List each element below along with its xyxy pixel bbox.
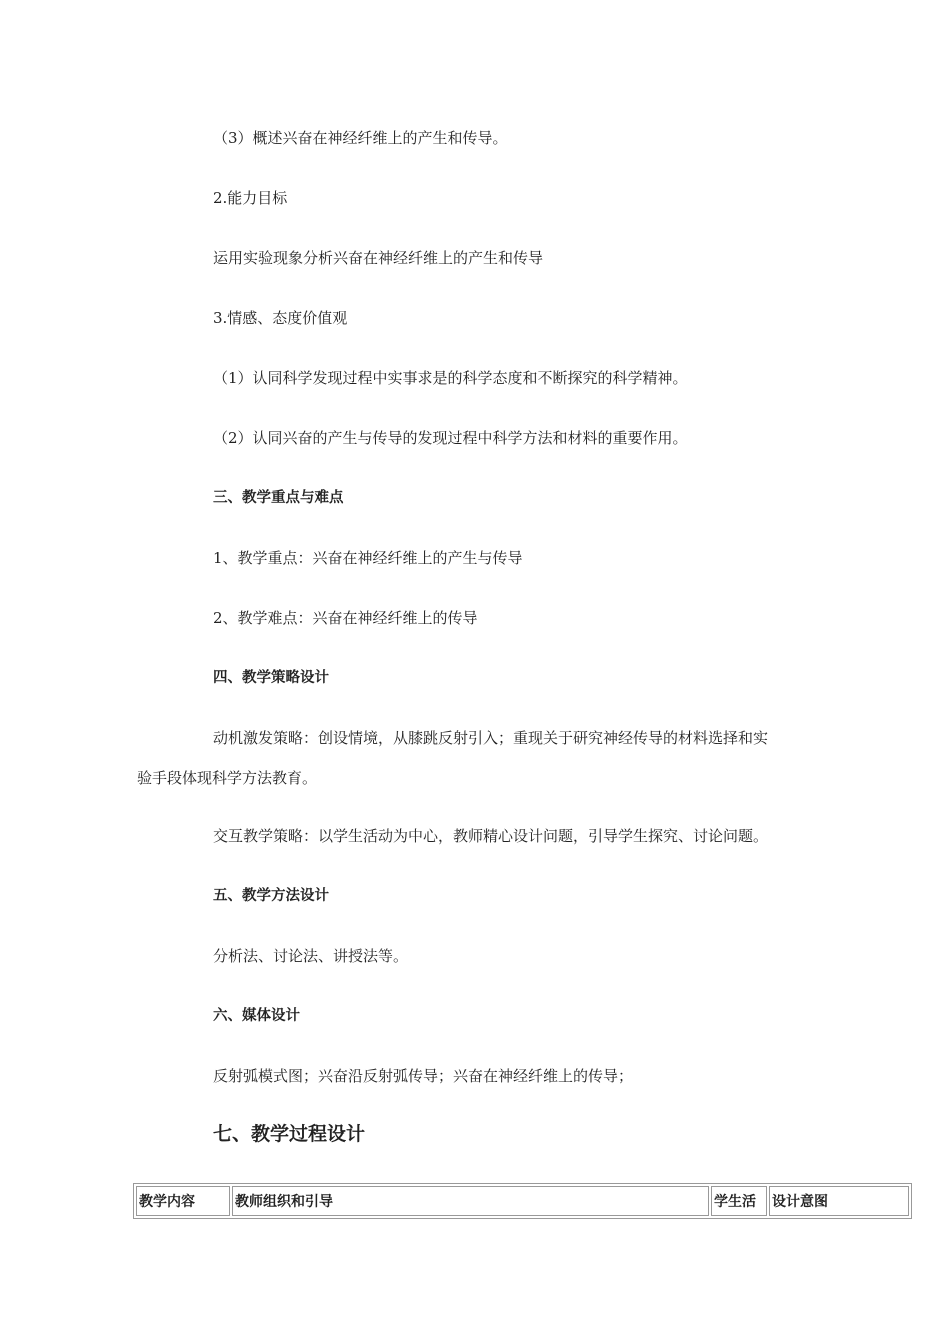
motivation-strategy-line2: 验手段体现科学方法教育。: [137, 769, 318, 787]
difficulty-text: 2、教学难点：兴奋在神经纤维上的传导: [213, 609, 478, 627]
table-header-row: [136, 1186, 909, 1216]
interaction-strategy-text: 交互教学策略：以学生活动为中心，教师精心设计问题，引导学生探究、讨论问题。: [213, 827, 769, 845]
section-4-heading: 四、教学策略设计: [213, 670, 329, 686]
table-header-cell: 设计意图: [769, 1186, 909, 1216]
table-header-cell: 学生活: [711, 1186, 767, 1216]
media-text: 反射弧模式图；兴奋沿反射弧传导；兴奋在神经纤维上的传导；: [213, 1067, 634, 1085]
teaching-process-table: [133, 1183, 912, 1219]
section-6-heading: 六、媒体设计: [213, 1008, 300, 1024]
emotion-goal-2-text: （2）认同兴奋的产生与传导的发现过程中科学方法和材料的重要作用。: [213, 429, 688, 447]
section-3-heading: 三、教学重点与难点: [213, 490, 344, 506]
table-header-cell: 教师组织和引导: [232, 1186, 709, 1216]
objective-3-text: （3）概述兴奋在神经纤维上的产生和传导。: [213, 129, 508, 147]
ability-goal-text: 运用实验现象分析兴奋在神经纤维上的产生和传导: [213, 249, 544, 267]
ability-goal-heading: 2.能力目标: [213, 189, 288, 207]
emotion-goal-heading: 3.情感、态度价值观: [213, 309, 348, 327]
motivation-strategy-line1: 动机激发策略：创设情境，从膝跳反射引入；重现关于研究神经传导的材料选择和实: [213, 729, 769, 747]
methods-text: 分析法、讨论法、讲授法等。: [213, 947, 409, 965]
section-7-heading: 七、教学过程设计: [213, 1123, 366, 1145]
key-point-text: 1、教学重点：兴奋在神经纤维上的产生与传导: [213, 549, 523, 567]
table-header-cell: 教学内容: [136, 1186, 230, 1216]
emotion-goal-1-text: （1）认同科学发现过程中实事求是的科学态度和不断探究的科学精神。: [213, 369, 688, 387]
section-5-heading: 五、教学方法设计: [213, 888, 329, 904]
